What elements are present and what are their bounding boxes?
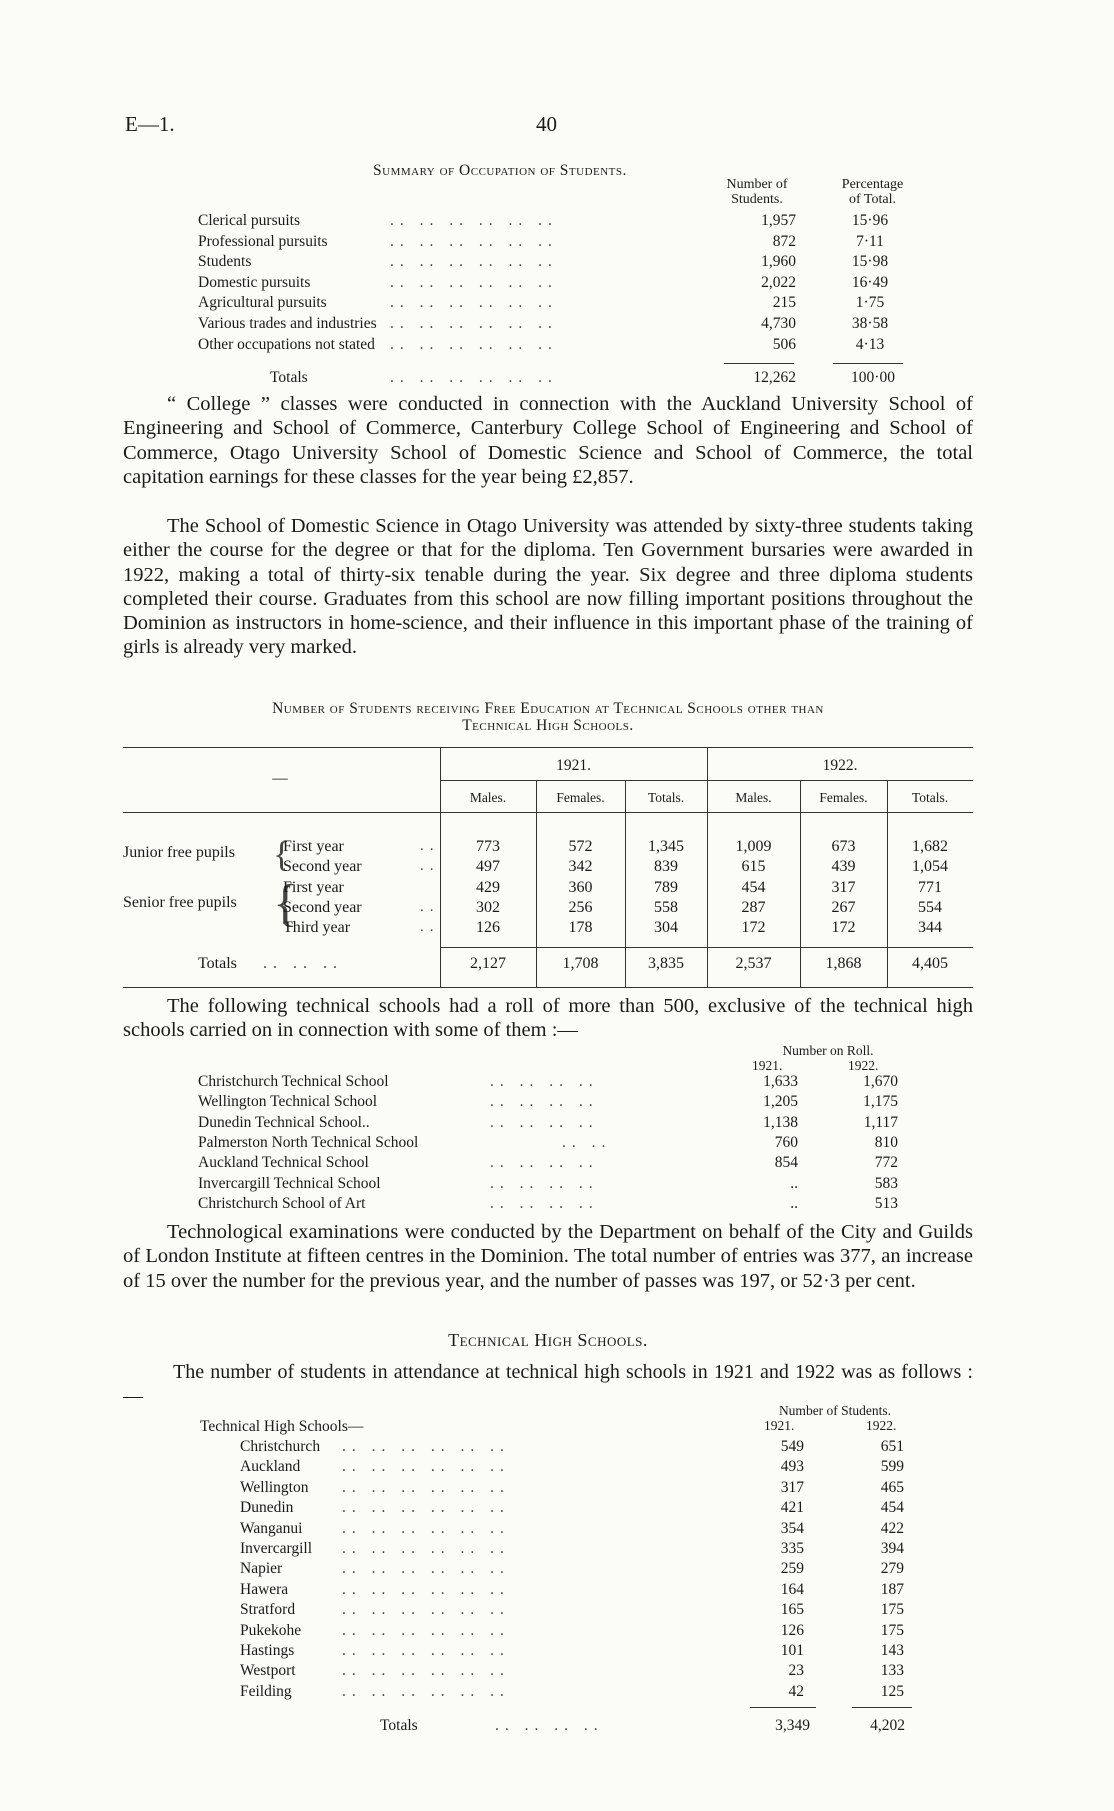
free-ed-junior-label: Junior free pupils	[123, 844, 235, 861]
free-ed-subheader: Totals.	[911, 790, 949, 805]
free-ed-cell: 304	[654, 919, 678, 937]
free-ed-cell: 439	[831, 858, 856, 876]
occupation-totals-row	[270, 369, 920, 389]
ths-row-1921: 126	[780, 1621, 804, 1639]
roll-row-1921: 1,138	[763, 1113, 798, 1131]
leader-dots: .. .. .. .. .. ..	[342, 1519, 510, 1537]
occupation-row-label: Other occupations not stated	[198, 335, 375, 353]
leader-dots: .. .. .. .. .. ..	[342, 1621, 510, 1639]
ths-row-1922: 187	[880, 1580, 904, 1598]
free-ed-total-cell: 1,708	[562, 955, 599, 972]
ths-intro: The number of students in attendance at technical high schools in 1921 and 1922 was as follows :—	[123, 1361, 973, 1408]
free-ed-row-sublabel: Second year	[283, 858, 362, 876]
ths-row-1922: 651	[880, 1438, 904, 1455]
roll-row-1922: 583	[874, 1174, 898, 1192]
leader-dots: .. .. .. .. .. ..	[342, 1642, 510, 1659]
ths-row-1921: 101	[780, 1642, 804, 1659]
free-ed-year-rule	[440, 780, 973, 781]
leader-dots: .. ..	[562, 1133, 612, 1151]
ths-row-1921: 317	[780, 1478, 804, 1496]
free-ed-cell: 1,054	[912, 858, 948, 876]
ths-row-1921: 42	[788, 1682, 804, 1700]
ths-row-label: Feilding	[240, 1682, 292, 1700]
free-ed-cell: 317	[831, 878, 856, 896]
occupation-row-number: 1,960	[761, 253, 796, 271]
free-ed-subheader: Males.	[469, 790, 507, 805]
ths-row-label: Pukekohe	[240, 1621, 302, 1639]
roll-row-1921: ..	[790, 1174, 798, 1192]
ths-row-1921: 493	[780, 1458, 804, 1476]
occupation-row-number: 1,957	[761, 212, 796, 229]
ths-row-1922: 465	[880, 1478, 904, 1496]
free-ed-row-sublabel: First year	[283, 878, 344, 896]
ths-row-1921: 335	[780, 1540, 804, 1557]
ths-totals-1921: 3,349	[775, 1717, 810, 1734]
ths-row-1921: 165	[780, 1601, 804, 1619]
ths-row-1922: 394	[880, 1540, 904, 1557]
occupation-row-number: 872	[772, 232, 796, 250]
free-ed-header-rule	[123, 812, 973, 813]
ths-row-1921: 354	[780, 1519, 804, 1537]
free-ed-cell: 126	[476, 919, 500, 937]
leader-dots: .. .. .. ..	[490, 1113, 599, 1131]
free-ed-cell: 287	[741, 898, 766, 916]
brace-icon: {	[273, 875, 298, 932]
ths-rule-1921	[750, 1707, 816, 1708]
paragraph-technological-exams: Technological examinations were conducted by the Department on behalf of the City and Guilds of London Institute at fifteen centres in the Dominion. The total number of entries was 377, an increase of 15 over the number for the previous year, and the number of passes was 197, or 52·3 per cent.	[123, 1221, 973, 1292]
free-ed-cell: 673	[831, 838, 856, 855]
free-ed-totals-label: Totals	[198, 955, 237, 972]
free-ed-body-rule	[440, 947, 973, 948]
free-ed-cell: 429	[476, 878, 500, 896]
ths-group-label: Technical High Schools—	[200, 1418, 364, 1435]
occupation-title: Summary of Occupation of Students.	[373, 162, 627, 179]
leader-dots: .. .. .. .. .. ..	[390, 315, 558, 332]
leader-dots: ..	[420, 838, 440, 854]
ths-row-1922: 599	[880, 1458, 904, 1476]
ths-row-label: Christchurch	[240, 1438, 321, 1455]
occupation-totals-number: 12,262	[753, 369, 796, 386]
occupation-row-number: 506	[772, 335, 796, 353]
free-ed-total-cell: 4,405	[912, 955, 948, 972]
free-ed-bottom-rule	[123, 987, 973, 988]
free-ed-cell: 1,345	[648, 838, 684, 855]
leader-dots: .. .. .. .. .. ..	[390, 273, 558, 291]
free-ed-row-sublabel: First year	[283, 838, 344, 855]
occupation-row-label: Clerical pursuits	[198, 212, 301, 229]
roll-row-label: Christchurch School of Art	[198, 1194, 366, 1212]
roll-row-1921: 760	[774, 1133, 798, 1151]
free-ed-cell: 771	[918, 878, 942, 896]
leader-dots: .. .. .. .. .. ..	[342, 1438, 510, 1455]
leader-dots: .. .. .. .. .. ..	[390, 232, 558, 250]
occupation-totals-pct: 100·00	[851, 369, 895, 386]
free-ed-cell: 789	[654, 878, 678, 896]
ths-row-1921: 549	[780, 1438, 804, 1455]
leader-dots: .. .. .. .. .. ..	[342, 1682, 510, 1700]
ths-totals-row	[380, 1717, 920, 1737]
free-ed-total-cell: 2,537	[735, 955, 772, 972]
page-code: E—1.	[125, 112, 175, 136]
ths-row-label: Auckland	[240, 1458, 301, 1476]
occupation-col-pct: Percentage of Total.	[841, 177, 904, 207]
free-ed-cell: 267	[831, 898, 856, 916]
leader-dots: .. .. .. .. .. ..	[342, 1662, 510, 1680]
leader-dots: .. .. .. ..	[490, 1194, 599, 1212]
free-ed-total-cell: 3,835	[648, 955, 684, 972]
occupation-row-label: Students	[198, 253, 252, 271]
roll-year-1921: 1921.	[752, 1058, 783, 1073]
ths-row-label: Hastings	[240, 1642, 295, 1659]
leader-dots: .. .. .. .. .. ..	[342, 1458, 510, 1476]
ths-row-1922: 422	[880, 1519, 904, 1537]
ths-row-label: Dunedin	[240, 1499, 294, 1517]
leader-dots: .. .. .. ..	[490, 1154, 599, 1172]
roll-row-label: Auckland Technical School	[198, 1154, 369, 1172]
leader-dots: .. .. .. .. .. ..	[390, 212, 558, 229]
ths-row-label: Napier	[240, 1560, 283, 1578]
ths-title: Technical High Schools.	[448, 1330, 648, 1350]
free-ed-total-cell: 2,127	[470, 955, 506, 972]
free-ed-cell: 572	[568, 838, 593, 855]
free-ed-cell: 178	[568, 919, 593, 937]
occupation-row-label: Domestic pursuits	[198, 273, 311, 291]
free-ed-cell: 360	[568, 878, 593, 896]
free-ed-cell: 558	[654, 898, 678, 916]
roll-row-1922: 1,670	[863, 1073, 898, 1090]
leader-dots: .. .. .. ..	[490, 1174, 599, 1192]
leader-dots: .. .. .. .. .. ..	[342, 1580, 510, 1598]
leader-dots: .. .. .. ..	[490, 1073, 599, 1090]
free-ed-cell: 773	[476, 838, 500, 855]
roll-row-label: Christchurch Technical School	[198, 1073, 389, 1090]
free-ed-cell: 342	[568, 858, 593, 876]
occupation-row-pct: 15·98	[851, 253, 889, 271]
free-ed-cell: 172	[741, 919, 766, 937]
leader-dots: .. .. .. .. .. ..	[342, 1601, 510, 1619]
occupation-row-number: 4,730	[761, 315, 796, 332]
roll-row-1921: 1,205	[763, 1093, 798, 1111]
free-ed-cell: 302	[476, 898, 500, 916]
leader-dots: .. .. .. .. .. ..	[342, 1540, 510, 1557]
leader-dots: .. .. .. .. .. ..	[390, 253, 558, 271]
leader-dots: .. .. ..	[263, 955, 343, 972]
free-ed-top-rule	[123, 747, 973, 748]
leader-dots: .. .. .. .. .. ..	[390, 369, 558, 386]
occupation-row-number: 215	[772, 294, 796, 312]
free-ed-year-1922: 1922.	[822, 757, 858, 774]
occupation-rule-number	[724, 363, 794, 364]
roll-row-label: Dunedin Technical School..	[198, 1113, 370, 1131]
occupation-totals-label: Totals	[270, 369, 308, 386]
occupation-row-pct: 7·11	[856, 232, 884, 250]
free-ed-title: Number of Students receiving Free Education at Technical Schools other than Technical High Schools.	[272, 700, 824, 734]
occupation-row-pct: 4·13	[855, 335, 885, 353]
occupation-rule-pct	[833, 363, 903, 364]
free-ed-row-sublabel: Third year	[283, 919, 351, 937]
free-ed-year-1921: 1921.	[556, 757, 591, 774]
leader-dots: .. .. .. ..	[495, 1717, 604, 1734]
occupation-row-pct: 16·49	[851, 273, 889, 291]
occupation-row-pct: 38·58	[851, 315, 889, 332]
roll-row-1922: 772	[874, 1154, 898, 1172]
roll-row-1922: 1,117	[863, 1113, 898, 1131]
leader-dots: .. .. .. .. .. ..	[390, 294, 558, 312]
occupation-col-number: Number of Students.	[726, 177, 788, 207]
ths-row-1921: 421	[780, 1499, 804, 1517]
leader-dots: ..	[420, 919, 440, 936]
free-ed-cell: 554	[918, 898, 942, 916]
leader-dots: .. .. .. .. .. ..	[342, 1478, 510, 1496]
occupation-row-pct: 1·75	[855, 294, 885, 312]
ths-row-label: Hawera	[240, 1580, 289, 1598]
roll-row-1922: 513	[874, 1194, 898, 1212]
roll-year-1922: 1922.	[848, 1058, 879, 1073]
roll-header: Number on Roll.	[782, 1043, 874, 1058]
page-number: 40	[536, 112, 557, 136]
ths-row-1921: 164	[780, 1580, 804, 1598]
free-ed-senior-label: Senior free pupils	[123, 894, 237, 911]
paragraph-technical-schools: The following technical schools had a roll of more than 500, exclusive of the technical high schools carried on in connection with some of them :—	[123, 995, 973, 1042]
occupation-row-label: Various trades and industries	[198, 315, 377, 332]
ths-year-1922: 1922.	[866, 1418, 897, 1433]
ths-row-1922: 279	[880, 1560, 904, 1578]
ths-row-1922: 175	[880, 1601, 904, 1619]
leader-dots: .. .. .. .. .. ..	[342, 1499, 510, 1517]
ths-row-label: Stratford	[240, 1601, 296, 1619]
leader-dots: .. .. .. ..	[490, 1093, 599, 1111]
free-ed-cell: 1,009	[735, 838, 772, 855]
leader-dots: ..	[420, 898, 440, 915]
free-ed-cell: 344	[918, 919, 942, 937]
ths-row-1922: 175	[880, 1621, 904, 1639]
free-ed-cell: 454	[741, 878, 766, 896]
ths-totals-1922: 4,202	[870, 1717, 905, 1734]
occupation-row-label: Agricultural pursuits	[198, 294, 327, 312]
roll-row-label: Palmerston North Technical School	[198, 1133, 419, 1151]
roll-row-label: Invercargill Technical School	[198, 1174, 381, 1192]
leader-dots: .. .. .. .. .. ..	[342, 1560, 510, 1578]
ths-rule-1922	[852, 1707, 912, 1708]
free-ed-dash: —	[272, 770, 288, 787]
free-ed-subheader: Females.	[556, 790, 605, 805]
roll-row-1922: 810	[874, 1133, 898, 1151]
ths-row-label: Invercargill	[240, 1540, 313, 1557]
ths-row-1922: 125	[880, 1682, 904, 1700]
free-ed-cell: 615	[741, 858, 766, 876]
ths-row-1922: 133	[880, 1662, 904, 1680]
paragraph-domestic-science: The School of Domestic Science in Otago University was attended by sixty-three students taking either the course for the degree or that for the diploma. Ten Government bursaries were awarded in 1922, making a total of thirty-six tenable during the year. Six degree and three diploma students completed their course. Graduates from this school are now filling important positions throughout the Dominion as instructors in home-science, and their influence in this important phase of the training of girls is already very marked.	[123, 515, 973, 659]
leader-dots: .. .. .. .. .. ..	[390, 335, 558, 353]
free-ed-cell: 497	[476, 858, 500, 876]
roll-row-1921: 1,633	[763, 1073, 798, 1090]
ths-row-label: Westport	[240, 1662, 296, 1680]
brace-icon: {	[273, 834, 291, 874]
ths-header: Number of Students.	[778, 1403, 892, 1418]
ths-row-1921: 23	[788, 1662, 804, 1680]
free-ed-total-cell: 1,868	[825, 955, 862, 972]
leader-dots: ..	[420, 858, 440, 875]
free-ed-cell: 839	[654, 858, 678, 876]
occupation-row-pct: 15·96	[851, 212, 889, 229]
roll-row-label: Wellington Technical School	[198, 1093, 378, 1111]
free-ed-cell: 1,682	[912, 838, 948, 855]
ths-row-label: Wanganui	[240, 1519, 303, 1537]
free-ed-subheader: Males.	[735, 790, 772, 805]
free-ed-subheader: Totals.	[647, 790, 685, 805]
occupation-row-number: 2,022	[761, 273, 796, 291]
free-ed-cell: 172	[831, 919, 856, 937]
ths-row-1922: 143	[880, 1642, 904, 1659]
ths-row-1922: 454	[880, 1499, 904, 1517]
ths-year-1921: 1921.	[764, 1418, 795, 1433]
roll-row-1922: 1,175	[863, 1093, 898, 1111]
free-ed-row-sublabel: Second year	[283, 898, 362, 916]
free-ed-cell: 256	[568, 898, 593, 916]
occupation-row-label: Professional pursuits	[198, 232, 328, 250]
ths-row-label: Wellington	[240, 1478, 309, 1496]
ths-totals-label: Totals	[380, 1717, 418, 1734]
roll-row-1921: 854	[774, 1154, 798, 1172]
free-ed-subheader: Females.	[819, 790, 868, 805]
ths-row-1921: 259	[780, 1560, 804, 1578]
roll-row-1921: ..	[790, 1194, 798, 1212]
paragraph-college-classes: “ College ” classes were conducted in connection with the Auckland University School of Engineering and School of Commerce, Canterbury College School of Engineering and School of Commerce, Otago University School of Domestic Science and School of Commerce, the total capitation earnings for these classes for the year being £2,857.	[123, 393, 973, 488]
